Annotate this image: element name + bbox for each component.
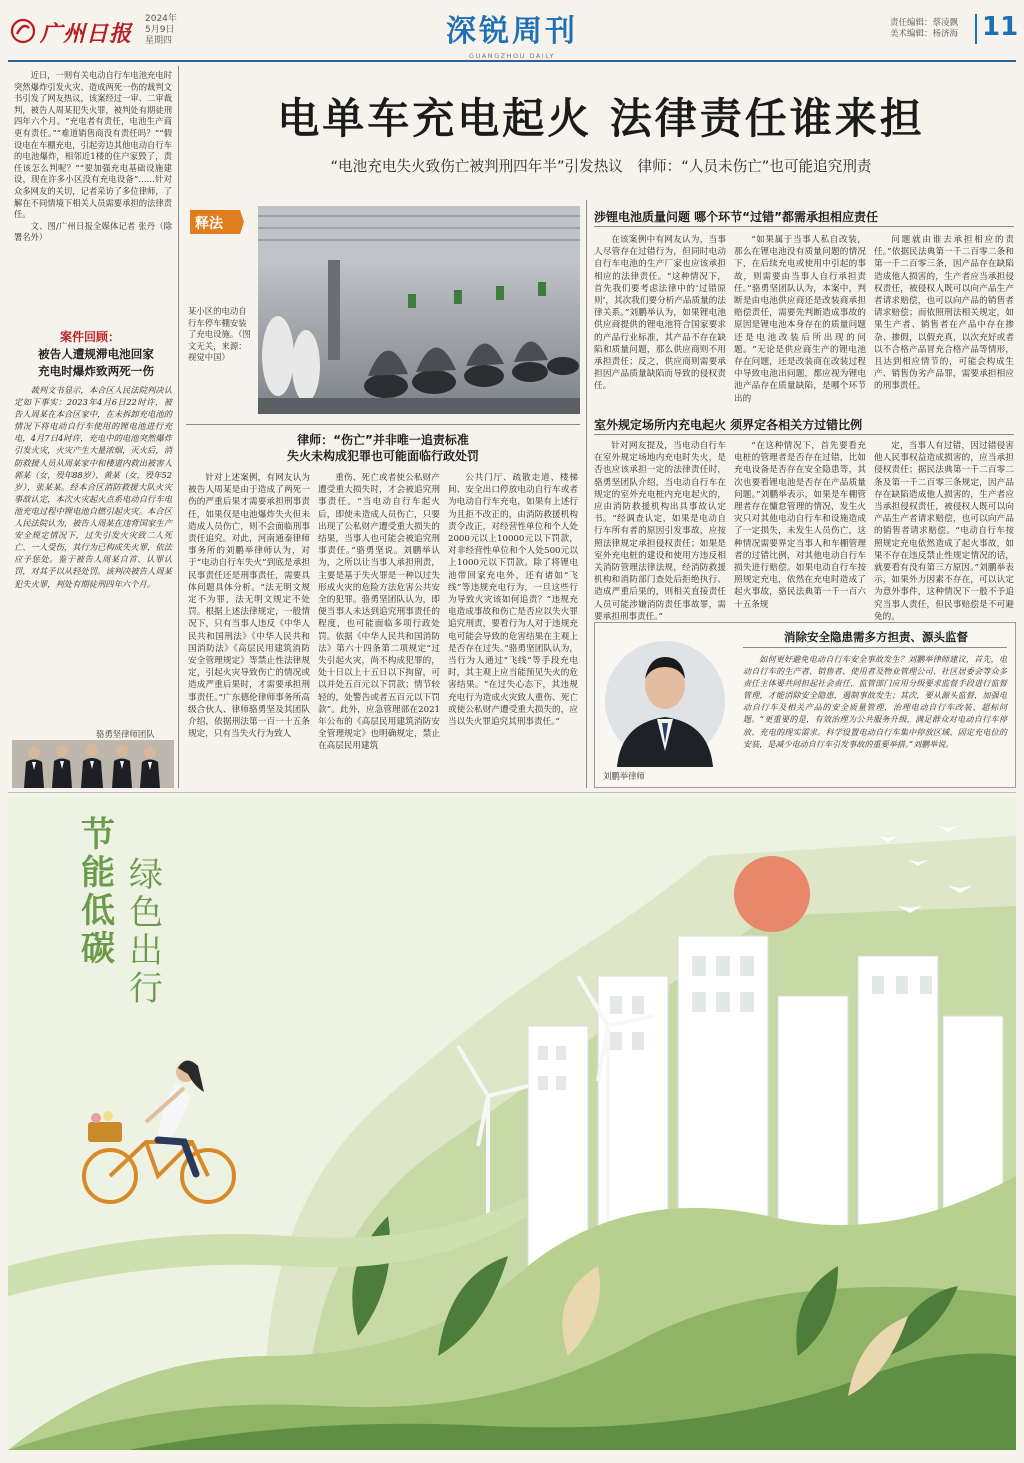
safety-box — [594, 622, 1016, 788]
center-divider — [586, 200, 587, 788]
masthead — [0, 0, 1024, 62]
battery-col1 — [594, 234, 726, 404]
section-pinyin: GUANGZHOU DAILY — [469, 52, 555, 60]
outdoor-col1-text: 针对网友提及，当电动自行车在室外规定场地内充电时失火，是否也应该承担一定的法律责任时，骆勇坚团队介绍，当电动自行车在规定的室外充电桩内充电起火的，应由消防救援机构出具事故认定书。“经调查认定，如果是电动自行车所有者的原因引发事故，应按照法律规定承担侵权责任；如果是室外充电桩的建设和使用方违反相关消防管理法律法规，经消防救援机构和消防部门查处后拒绝执行、造成严重后果的，则相关直接责任人员可能涉嫌消防责任事故罪，需要承担刑事责任。” — [594, 441, 726, 622]
case-review-label: 案件回顾： — [60, 330, 121, 344]
safety-box-text: 如何更好避免电动自行车安全事故发生？刘鹏举律师建议，首先，电动自行车的生产者、销售者、使用者及物业管理公司、社区居委会等众多责任主体要共同担起社会责任，监管部门应用分级要求监督手段进行监督管理，才能消除安全隐患，遏制事故发生；其次，要从源头监督，加强电动自行车及相关产品的安全质量管理，治理电动自行车改装、超标问题。“更重要的是，有效治理为公共服务升级，满足群众对电动自行车停放、充电的现实需求。科学设置电动自行车集中停放区域、固定充电位的安装，是减少电动自行车引发事故的重要举措。”刘鹏举说。 — [743, 654, 1007, 749]
newspaper-logo — [10, 14, 140, 48]
lawyer-col2-text: 重伤、死亡或者使公私财产遭受重大损失时，才会被追究刑事责任。“当电动自行车起火后，即使未造成人员伤亡，只要出现了公私财产遭受重大损失的结果，当事人也可能会被追究刑事责任。”骆勇坚说。刘鹏举认为，之所以让当事人承担刑责，主要是基于失火罪是一种以过失形成火灾的危险方法危害公共安全的犯罪。骆勇坚团队认为，即便当事人未达到追究刑事责任的程度，也可能面临多项行政处罚。依据《中华人民共和国消防法》第六十四条第二项规定“过失引起火灾，尚不构成犯罪的，处十日以上十五日以下拘留，可以并处五百元以下罚款；情节较轻的，处警告或者五百元以下罚款”。此外，应急管理部在2021年公布的《高层民用建筑消防安全管理规定》也明确规定，禁止在高层民用建筑 — [318, 473, 440, 752]
page-number: 11 — [982, 12, 1019, 42]
date-month-day: 5月9日 — [145, 25, 175, 35]
case-title-line2: 充电时爆炸致两死一伤 — [38, 364, 154, 378]
ebike-charging-shed-image — [258, 206, 580, 414]
masthead-rule — [8, 60, 1016, 62]
lawyer-team-photo — [12, 740, 174, 788]
outdoor-col1 — [594, 440, 726, 622]
lawyer-title-line1: 律师：“伤亡”并非唯一追责标准 — [297, 433, 469, 447]
lawyer-col1 — [188, 472, 310, 788]
lawyer-portrait-caption: 刘鹏举律师 — [603, 771, 645, 781]
poster-top-rule — [8, 792, 1016, 793]
lawyer-portrait-image — [601, 631, 729, 767]
outdoor-title-underline — [594, 434, 1014, 435]
poster-slogan-right: 绿色出行 — [129, 855, 163, 1009]
case-review-text: 裁判文书显示，本合区人民法院判决认定如下事实：2023年4月6日22时许，被告人周某在本合区家中，在未拆卸充电池的情况下将电动自行车使用的锂电池进行充电，4月7日4时许，充电中的电池突然爆炸引发火灾，火灾产生大量浓烟，灭火后，消防救援人员从周某家中和楼道内救出被害人郭某（女，殁年88岁）、黄某（女，殁年52岁），张某某。经本合区消防救援大队火灾事故认定，本次火灾起火点系电动自行车电池充电过程中锂电池自燃引起火灾。本合区人民法院认为，被告人周某在违背国家生产安全规定情况下，过失引发火灾致二人死亡、一人受伤，其行为已构成失火罪，依法应予惩处。鉴于被告人周某自首、认罪认罚，对其予以从轻处罚。该判决被告人周某犯失火罪，判处有期徒刑四年六个月。 — [14, 385, 173, 589]
logo-text: 广州日报 — [40, 21, 133, 47]
editor-line: 责任编辑：蔡凌飘 — [890, 18, 959, 28]
page-number-divider — [975, 14, 977, 44]
intro-text: 近日，一则有关电动自行车电池充电时突然爆炸引发火灾、造成两死一伤的裁判文书引发了网友热议，该案经过一审、二审裁判，被告人周某犯失火罪，被判处有期徒刑四年六个月。“充电者有责任，电池生产商更有责任。”“难道销售商没有责任吗？”“假设电在车棚充电，引起旁边其他电动自行车的电池爆炸，相邻近1楼的住户家毁了，责任该怎么判呢？”“要加强充电基础设施建设，现在许多小区没有充电设备”……针对众多网友的关切，记者采访了多位律师，了解在不同情境下相关人员需要承担的法律责任。 — [14, 70, 172, 220]
lawyer-title-line2: 失火未构成犯罪也可能面临行政处罚 — [286, 449, 479, 463]
lawyer-section-title — [186, 432, 580, 464]
green-travel-poster — [8, 796, 1016, 1450]
section-title: 深锐周刊 — [446, 14, 578, 49]
safety-title-underline — [743, 647, 1007, 648]
battery-col1-text: 在该案例中有网友认为，当事人尽管存在过错行为，但同时电动自行车电池的生产厂家也应该承担相应的法律责任。“这种情况下，首先我们要考虑法律中的‘过错原则’，其次我们要分析产品质量的法律关系。”刘鹏举认为，如果锂电池供应商提供的锂电池符合国家要求的产品行业标准，其产品不存在缺陷和质量问题，那么供应商则不用承担责任；反之，供应商则需要承担因产品质量缺陷而导致的侵权责任。 — [594, 235, 726, 392]
lawyer-team-caption: 骆勇坚律师团队 — [96, 729, 155, 739]
outdoor-col2 — [734, 440, 866, 616]
outdoor-col3 — [874, 440, 1014, 622]
battery-col2 — [734, 234, 866, 404]
case-title-line1: 被告人遭规滞电池回家 — [38, 347, 154, 361]
issue-date — [145, 14, 177, 47]
lawyer-portrait — [601, 631, 729, 767]
case-review-title — [20, 346, 172, 380]
lawyer-team-figures-icon — [12, 740, 174, 788]
headline-title: 电单车充电起火 法律责任谁来担 — [277, 94, 925, 143]
intro-byline: 文、图/广州日报全媒体记者 张丹（除署名外） — [14, 220, 172, 243]
lawyer-col3 — [448, 472, 578, 788]
intro-paragraph — [14, 70, 172, 328]
editors-credit — [890, 18, 958, 40]
case-review-body — [14, 384, 172, 728]
left-col-divider — [178, 66, 179, 788]
logo-emblem-icon — [10, 18, 36, 44]
battery-col2-text: “如果属于当事人私自改装，那么在锂电池没有质量问题的情况下，在后续充电或使用中引起的事故，则需要由当事人自行承担责任。”骆勇坚团队认为，本案中，判断是由电池供应商还是改装商承担赔偿责任，需要先判断造成事故的原因是锂电池本身存在的质量问题还是电池改装后所出现的问题。“无论是供应商生产的锂电池存在问题，还是改装商在改装过程中导致电池出问题，都应视为锂电池产品存在质量缺陷，是哪个环节出的 — [734, 235, 866, 404]
lawyer-section-rule — [186, 424, 580, 425]
battery-title-underline — [594, 226, 1014, 227]
poster-slogan-left: 节能低碳 — [81, 815, 115, 969]
charging-shed-caption: 某小区的电动自行车停车棚安装了充电设施。（图文无关，来源：视觉中国） — [188, 306, 251, 362]
art-editor-line: 美术编辑：杨济海 — [890, 29, 959, 39]
date-weekday: 星期四 — [145, 36, 173, 46]
outdoor-col3-text: 定，当事人有过错，因过错侵害他人民事权益造成损害的，应当承担侵权责任；据民法典第一千二百零二条及第一千二百零三条规定，因产品存在缺陷造成他人损害的，生产者应当承担侵权责任，被侵权人既可以向产品生产者请求赔偿，也可以向产品的销售者请求赔偿。“电动自行车按照规定充电依然造成了起火事故，如果不存在违反禁止性规定情况的话，就要看有没有第三方原因。”刘鹏举表示，如果外力因素不存在，可以认定为意外事件，这种情况下一般不予追究当事人责任，但民事赔偿是不可避免的。 — [874, 441, 1014, 622]
battery-section-title: 涉锂电池质量问题 哪个环节“过错”都需承担相应责任 — [594, 210, 878, 224]
explain-law-tag — [188, 206, 246, 238]
safety-box-title: 消除安全隐患需多方担责、源头监督 — [784, 630, 968, 644]
date-year: 2024年 — [145, 14, 177, 24]
safety-box-body — [743, 653, 1007, 781]
outdoor-col2-text: “在这种情况下，首先要看充电桩的管理者是否存在过错，比如充电设备是否存在安全隐患等，其次也要看锂电池是否存在产品质量问题。”刘鹏举表示，如果是车棚管理者存在慵怠管理的情况，发生火灾只对其他电动自行车和设施造成了一定损失，未发生人员伤亡，这种情况需要界定当事人和车棚管理者的过错比例，对其他电动自行车损失进行赔偿。如果电动自行车按照规定充电，依然在充电时造成了起火事故，骆民法典第一千一百六十五条规 — [734, 441, 866, 610]
charging-shed-photo — [258, 206, 580, 414]
battery-col3-text: 问题就由谁去承担相应的责任。”依据民法典第一千二百零二条和第一千二百零三条，因产品存在缺陷造成他人损害的，生产者应当承担侵权责任，被侵权人既可以向产品生产者请求赔偿，也可以向产品的销售者请求赔偿；而依照刑法相关规定，如果生产者、销售者在产品中存在掺杂、掺假，以假充真，以次充好或者以不合格产品冒充合格产品等情形，且达到相应情节的，可能会构成生产、销售伪劣产品罪，需要承担相应的刑事责任。 — [874, 235, 1014, 392]
explain-law-label: 释法 — [195, 216, 223, 232]
battery-col3 — [874, 234, 1014, 404]
lawyer-col1-text: 针对上述案例，有网友认为被告人周某是由于造成了两死一伤的严重后果才需要承担刑事责任，如果仅是电池爆炸失火但未造成人员伤亡，则不会面临刑事责任追究。对此，河南通泰律师事务所的刘鹏举律师认为，对于“电动自行车失火”到底是承担民事责任还是刑事责任，需要具体问题具体分析。“法无明文规定不为罪，法无明文规定不处罚。根据上述法律规定，一般情况下，只有当事人违反《中华人民共和国刑法》《中华人民共和国消防法》《高层民用建筑消防安全管理规定》等禁止性法律规定，引起火灾导致伤亡的情况或造成严重后果时，才需要承担刑事责任。”广东德伦律师事务所高级合伙人、律师骆勇坚及其团队介绍，依据刑法第一百一十五条规定，只有当失火行为致人 — [188, 473, 310, 740]
lawyer-col2 — [318, 472, 440, 788]
lawyer-col3-text: 公共门厅、疏散走道、楼梯间、安全出口停放电动自行车或者为电动自行车充电，如果有上述行为且拒不改正的，由消防救援机构责令改正，对经营性单位和个人处2000元以上10000元以下罚款，对非经营性单位和个人处500元以上1000元以下罚款。除了将锂电池带回家充电外，还有诸如“飞线”等违规充电行为，一旦这些行为导致火灾该如何追责？“违规充电造成事故和伤亡是否应以失火罪追究刑责，要看行为人对于违规充电可能会导致的危害结果在主观上是否存在过失。”骆勇坚团队认为，当行为人通过“飞线”等手段充电时，其主观上应当能预见失火的危害结果。“在过失心态下，其违规充电行为造成火灾致人重伤、死亡或使公私财产遭受重大损失的，应当以失火罪追究其刑事责任。” — [448, 473, 578, 728]
headline-subtitle: “电池充电失火致伤亡被判刑四年半”引发热议 律师：“人员未伤亡”也可能追究刑责 — [330, 158, 872, 175]
outdoor-section-title: 室外规定场所内充电起火 须界定各相关方过错比例 — [594, 418, 863, 432]
